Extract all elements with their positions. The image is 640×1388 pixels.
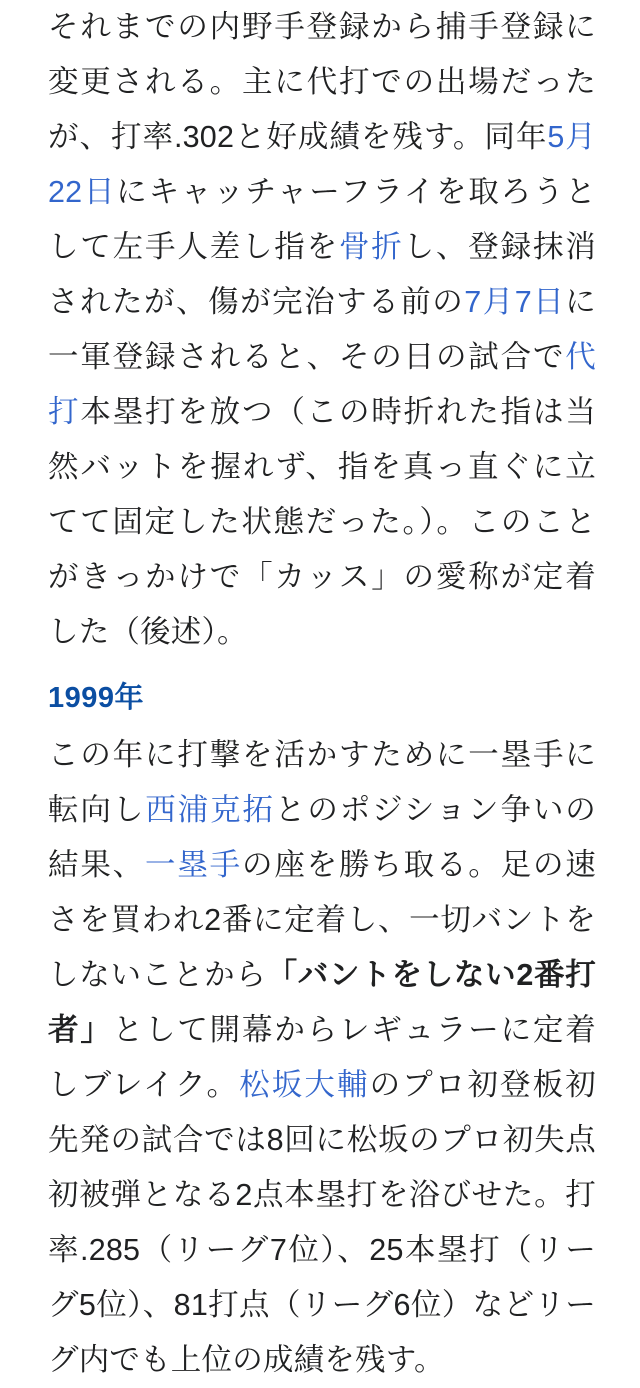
- text-run: の座を勝ち取る。足の速さを買われ2番に定着し、一切バントをしないことから: [48, 848, 596, 992]
- link-first-baseman[interactable]: 一塁手: [145, 848, 242, 882]
- bold-nickname-phrase: 「バントをしない2番打者」: [48, 958, 596, 1047]
- paragraph-1999-season: [48, 728, 596, 1388]
- text-run: のプロ初登板初先発の試合では8回に松坂のプロ初失点初被弾となる2点本塁打を浴びせた。打率.285（リーグ7位）、25本塁打（リーグ5位）、81打点（リーグ6位）などリーグ内でも上位の成績を残す。: [48, 1068, 596, 1377]
- text-run: とのポジション争いの結果、: [48, 793, 596, 882]
- link-pinch-hitter[interactable]: 代打: [48, 340, 596, 429]
- article-body: [48, 0, 596, 1388]
- text-run: この年に打撃を活かすために一塁手に転向し: [48, 738, 596, 827]
- text-run: 本塁打を放つ（この時折れた指は当然バットを握れず、指を真っ直ぐに立てて固定した状態だった。）。このことがきっかけで「カッス」の愛称が定着した（後述）。: [48, 395, 597, 649]
- text-run: し、登録抹消されたが、傷が完治する前の: [48, 230, 596, 319]
- link-nishiura-katsuhiro[interactable]: 西浦克拓: [145, 793, 275, 827]
- link-fracture[interactable]: 骨折: [338, 230, 404, 264]
- paragraph-1998-season: [48, 0, 596, 660]
- link-matsuzaka-daisuke[interactable]: 松坂大輔: [239, 1068, 370, 1102]
- text-run: として開幕からレギュラーに定着しブレイク。: [48, 1013, 597, 1102]
- section-heading-1999: 1999年: [48, 682, 145, 714]
- text-run: それまでの内野手登録から捕手登録に変更される。主に代打での出場だったが、打率.302と好成績を残す。同年: [48, 10, 596, 154]
- text-run: にキャッチャーフライを取ろうとして左手人差し指を: [48, 175, 596, 264]
- text-run: に一軍登録されると、その日の試合で: [48, 285, 596, 374]
- link-july-7[interactable]: 7月7日: [464, 285, 566, 319]
- link-may-22[interactable]: 5月22日: [48, 120, 596, 209]
